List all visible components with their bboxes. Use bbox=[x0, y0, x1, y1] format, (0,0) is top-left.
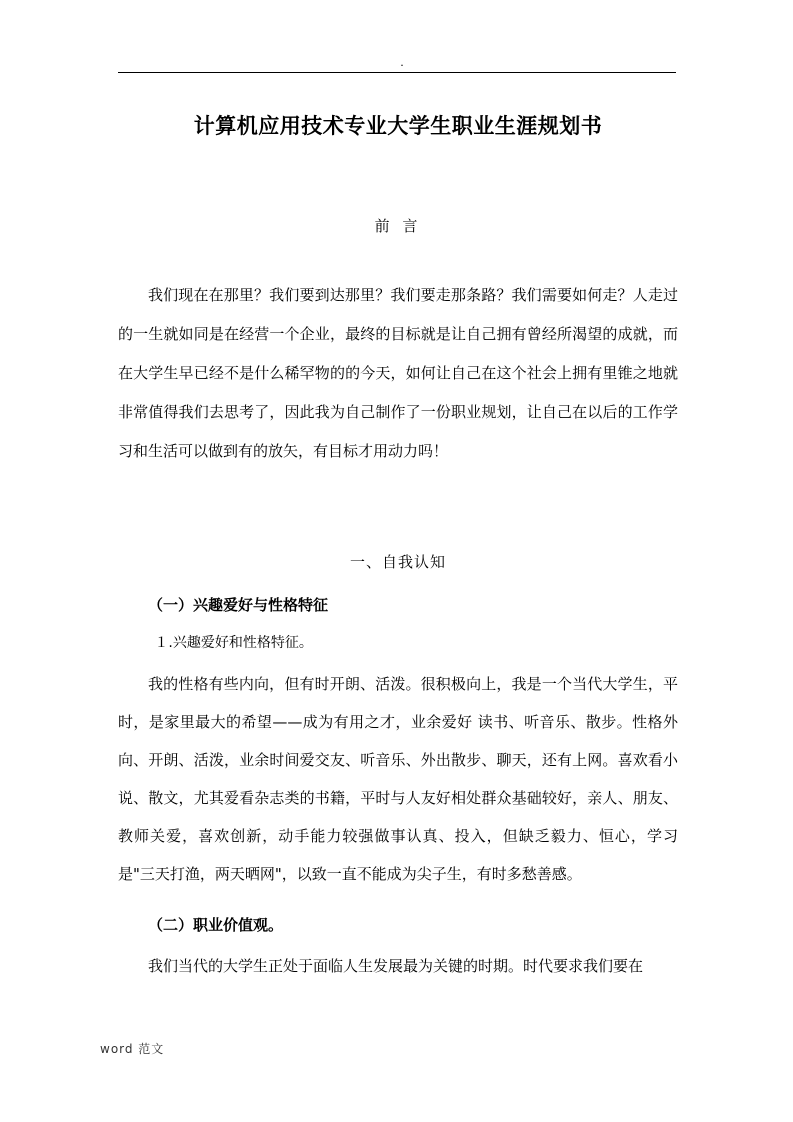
body-paragraph-one: 我的性格有些内向，但有时开朗、活泼。很积极向上，我是一个当代大学生，平时，是家里最大的希望——成为有用之才，业余爱好 读书、听音乐、散步。性格外向、开朗、活泼，业余时间爱交友、听音乐、外出散步、聊天，还有上网。喜欢看小说、散文，尤其爱看杂志类的书籍，平时与人友好相处群众基础较好，亲人、朋友、教师关爱，喜欢创新，动手能力较强做事认真、投入，但缺乏毅力、恒心，学习是"三天打渔，两天晒网"，以致一直不能成为尖子生，有时多愁善感。 bbox=[118, 675, 678, 883]
page-title: 计算机应用技术专业大学生职业生涯规划书 bbox=[193, 114, 603, 138]
list-item: １.兴趣爱好和性格特征。 bbox=[154, 635, 313, 651]
footer-watermark: word 范文 bbox=[100, 1042, 165, 1056]
body-paragraph-two: 我们当代的大学生正处于面临人生发展最为关键的时期。时代要求我们要在 bbox=[148, 957, 644, 975]
header-divider bbox=[118, 72, 676, 73]
preface-heading: 前 言 bbox=[374, 217, 422, 235]
body-block-one bbox=[118, 665, 678, 893]
section-heading-one: 一、自我认知 bbox=[349, 553, 446, 571]
preface-body bbox=[118, 276, 678, 471]
preface-paragraph: 我们现在在那里？我们要到达那里？我们要走那条路？我们需要如何走？人走过的一生就如同是在经营一个企业，最终的目标就是让自己拥有曾经所渴望的成就，而在大学生早已经不是什么稀罕物的的今天，如何让自己在这个社会上拥有里锥之地就非常值得我们去思考了，因此我为自己制作了一份职业规划，让自己在以后的工作学习和生活可以做到有的放矢，有目标才用动力吗！ bbox=[118, 286, 678, 460]
subsection-heading-two: （二）职业价值观。 bbox=[148, 916, 284, 934]
subsection-heading-one: （一）兴趣爱好与性格特征 bbox=[148, 596, 329, 614]
body-block-two bbox=[118, 947, 678, 985]
header-mark: . bbox=[400, 56, 404, 69]
document-content bbox=[118, 92, 678, 985]
